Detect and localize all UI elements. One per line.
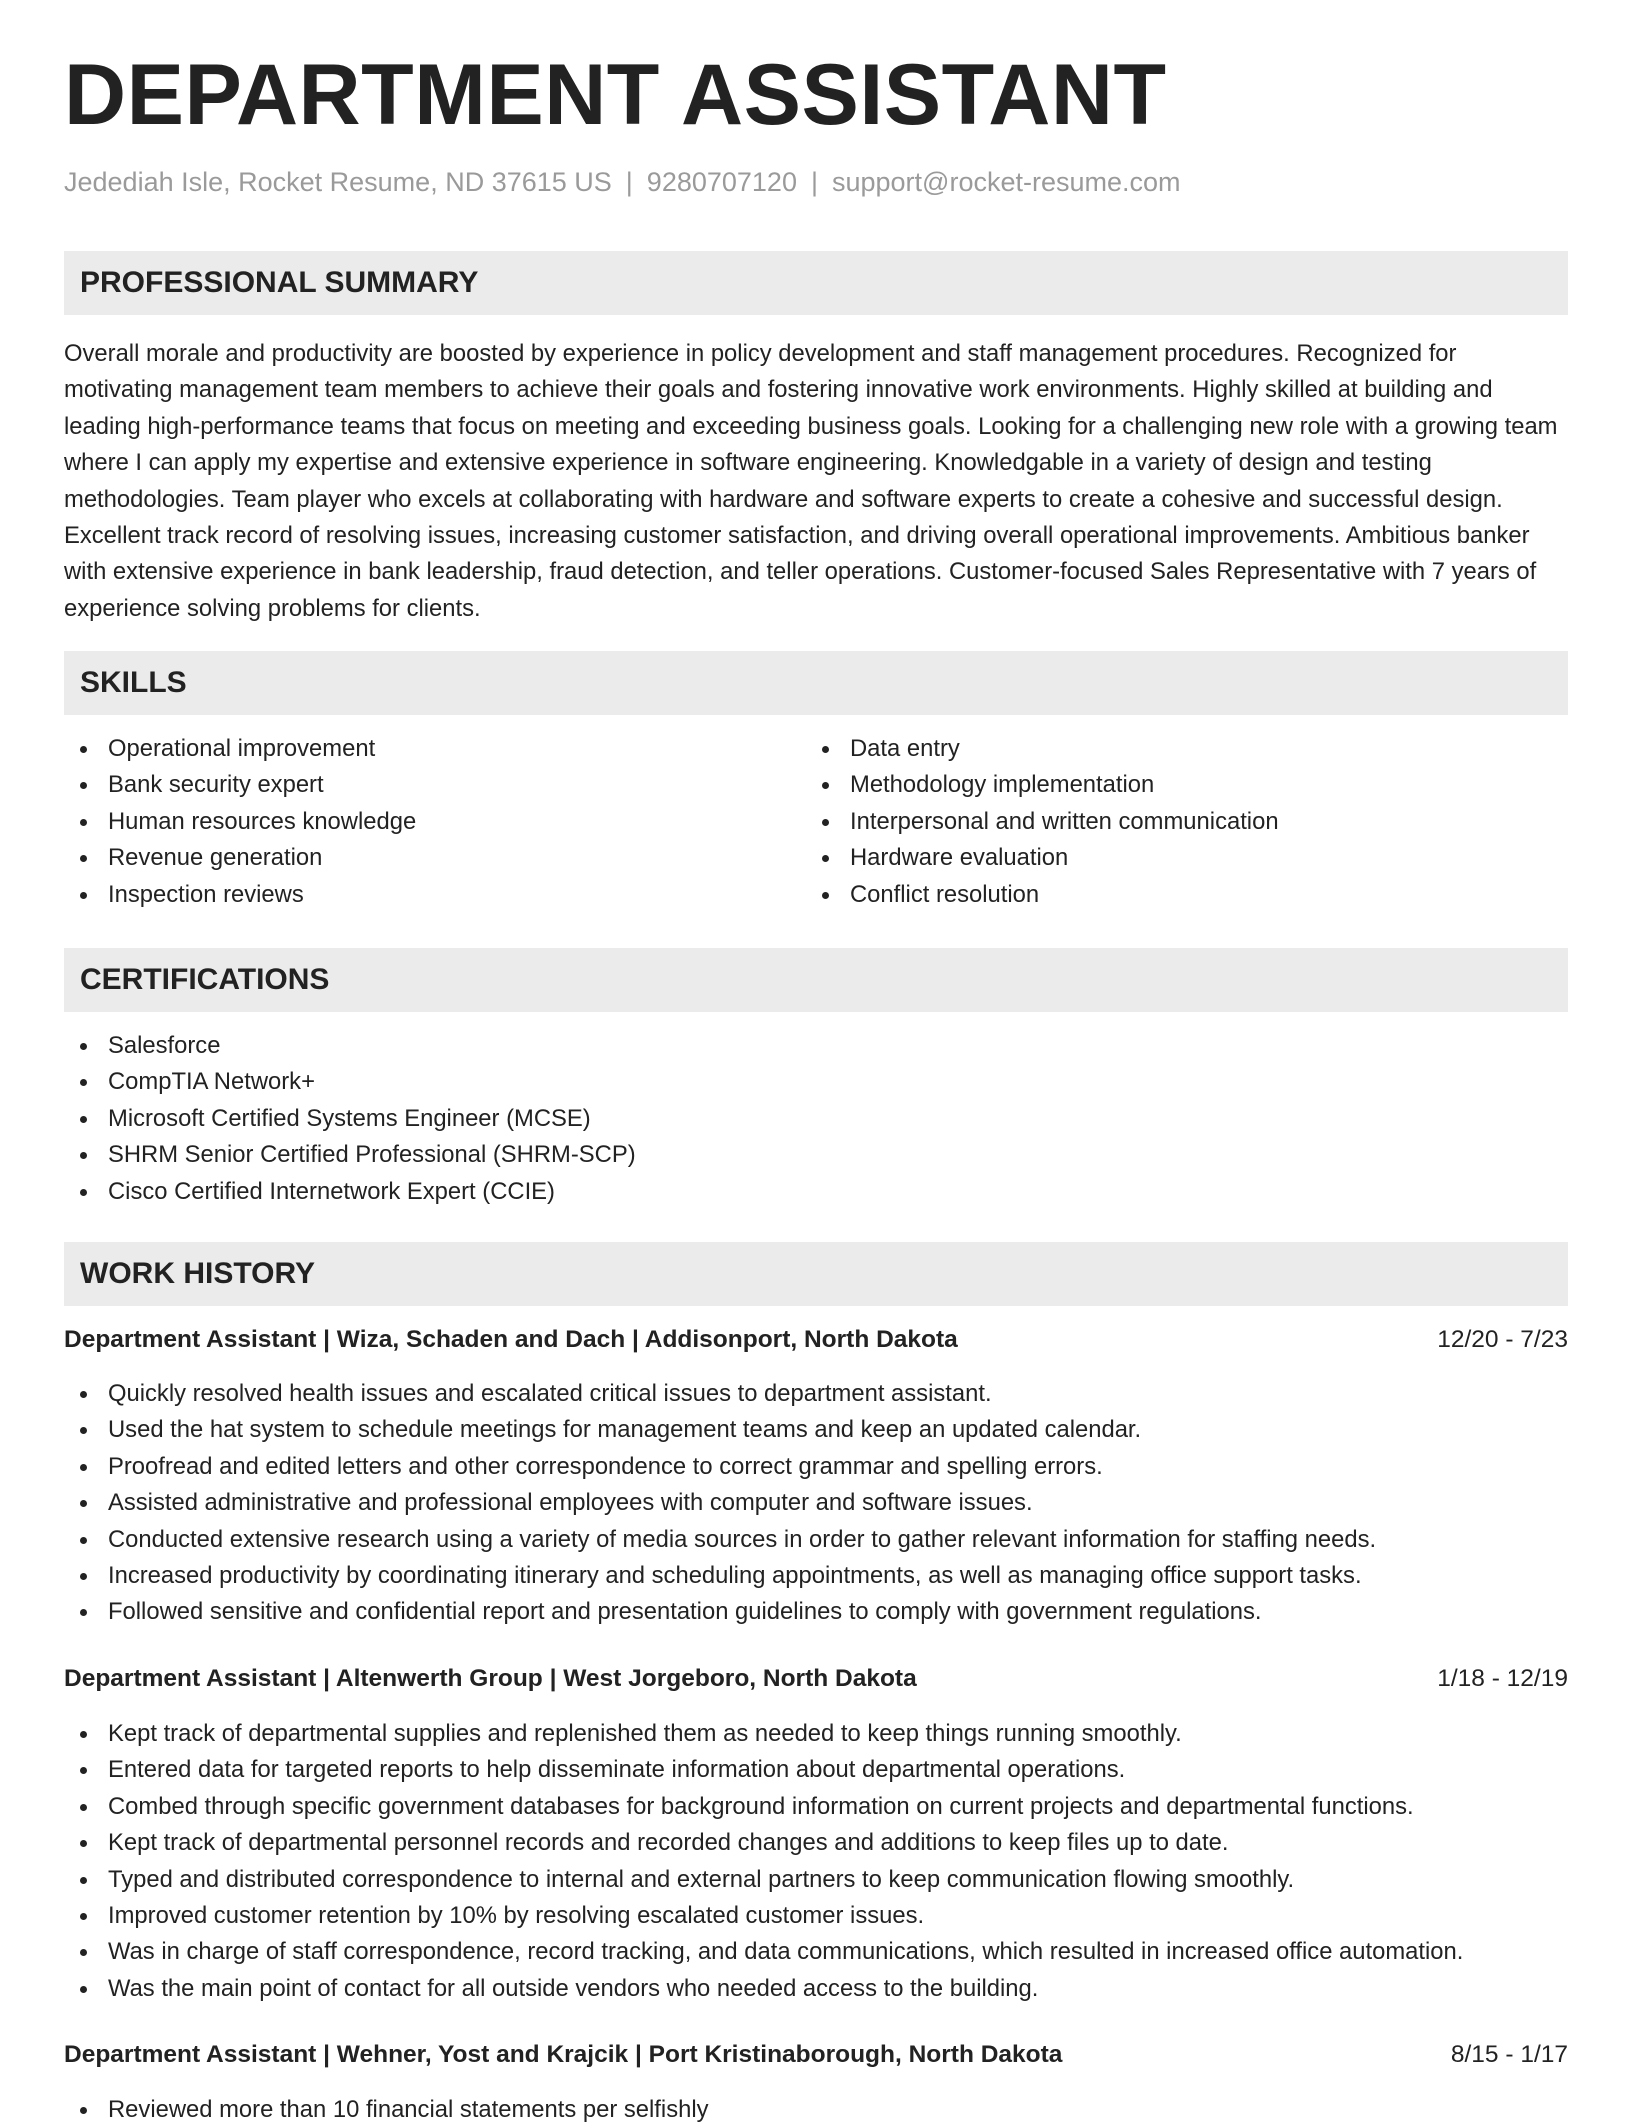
section-header-certifications: CERTIFICATIONS [64,948,1568,1012]
job-bullet: Typed and distributed correspondence to internal and external partners to keep communication flowing smoothly. [64,1862,1463,1898]
bullet-icon [80,1079,87,1086]
contact-separator: | [810,167,818,197]
job-title: Department Assistant | Wehner, Yost and Krajcik | Port Kristinaborough, North Dakota [64,2041,1063,2068]
bullet-icon [80,782,87,789]
skill-item: Human resources knowledge [64,804,416,840]
job-header [64,1326,1568,1354]
job-bullet: Quickly resolved health issues and escalated critical issues to department assistant. [64,1376,1376,1412]
job-bullet: Combed through specific government databases for background information on current projects and departmental functions. [64,1789,1463,1825]
contact-email: support@rocket-resume.com [831,167,1181,197]
bullet-icon [822,782,829,789]
bullet-icon [80,2107,87,2114]
skill-item: Inspection reviews [64,877,416,913]
skill-item: Conflict resolution [806,877,1279,913]
job-bullets [64,1376,1376,1631]
skill-item: Revenue generation [64,840,416,876]
bullet-icon [80,1043,87,1050]
certification-item: SHRM Senior Certified Professional (SHRM-SCP) [64,1137,636,1173]
section-header-work-history: WORK HISTORY [64,1242,1568,1306]
bullet-icon [80,1152,87,1159]
job-bullets [64,1716,1463,2007]
bullet-icon [80,1877,87,1884]
job-bullet: Entered data for targeted reports to help disseminate information about departmental operations. [64,1752,1463,1788]
bullet-icon [80,1986,87,1993]
section-header-summary: PROFESSIONAL SUMMARY [64,251,1568,315]
job-dates: 8/15 - 1/17 [1450,2041,1568,2068]
certification-item: CompTIA Network+ [64,1064,636,1100]
skill-item: Methodology implementation [806,767,1279,803]
certification-item: Microsoft Certified Systems Engineer (MCSE) [64,1101,636,1137]
contact-address: Jedediah Isle, Rocket Resume, ND 37615 US [64,167,612,197]
job-title: Department Assistant | Altenwerth Group | West Jorgeboro, North Dakota [64,1665,917,1692]
contact-separator: | [625,167,633,197]
skill-item: Data entry [806,731,1279,767]
job-dates: 1/18 - 12/19 [1437,1665,1568,1692]
job-title: Department Assistant | Wiza, Schaden and Dach | Addisonport, North Dakota [64,1326,958,1353]
contact-line [64,167,1181,198]
job-bullet: Was the main point of contact for all outside vendors who needed access to the building. [64,1971,1463,2007]
skill-item: Operational improvement [64,731,416,767]
bullet-icon [822,746,829,753]
bullet-icon [80,1731,87,1738]
job-bullet: Was in charge of staff correspondence, record tracking, and data communications, which resulted in increased office automation. [64,1934,1463,1970]
job-bullet: Reviewed more than 10 financial statements per selfishly [64,2092,709,2128]
job-bullet: Increased productivity by coordinating itinerary and scheduling appointments, as well as managing office support tasks. [64,1558,1376,1594]
job-bullet: Followed sensitive and confidential report and presentation guidelines to comply with government regulations. [64,1594,1376,1630]
job-bullet: Proofread and edited letters and other correspondence to correct grammar and spelling errors. [64,1449,1376,1485]
bullet-icon [80,1464,87,1471]
skills-list-left [64,731,416,913]
skill-item: Bank security expert [64,767,416,803]
bullet-icon [80,1391,87,1398]
bullet-icon [80,1609,87,1616]
bullet-icon [80,1840,87,1847]
bullet-icon [822,855,829,862]
job-bullet: Used the hat system to schedule meetings for management teams and keep an updated calendar. [64,1412,1376,1448]
job-bullet: Assisted administrative and professional employees with computer and software issues. [64,1485,1376,1521]
bullet-icon [80,1116,87,1123]
section-header-skills: SKILLS [64,651,1568,715]
bullet-icon [80,1913,87,1920]
job-bullet: Improved customer retention by 10% by resolving escalated customer issues. [64,1898,1463,1934]
job-dates: 12/20 - 7/23 [1437,1326,1568,1353]
bullet-icon [80,1949,87,1956]
bullet-icon [80,1804,87,1811]
bullet-icon [80,1767,87,1774]
bullet-icon [80,1427,87,1434]
bullet-icon [80,1537,87,1544]
job-bullet: Kept track of departmental supplies and replenished them as needed to keep things running smoothly. [64,1716,1463,1752]
skill-item: Hardware evaluation [806,840,1279,876]
certifications-list [64,1028,636,1210]
bullet-icon [80,1189,87,1196]
bullet-icon [822,819,829,826]
bullet-icon [80,1500,87,1507]
bullet-icon [80,892,87,899]
skills-list-right [806,731,1279,913]
skill-item: Interpersonal and written communication [806,804,1279,840]
certification-item: Cisco Certified Internetwork Expert (CCIE) [64,1174,636,1210]
bullet-icon [80,1573,87,1580]
contact-phone: 9280707120 [646,167,797,197]
bullet-icon [80,746,87,753]
job-bullets [64,2092,709,2128]
certification-item: Salesforce [64,1028,636,1064]
job-bullet: Kept track of departmental personnel records and recorded changes and additions to keep files up to date. [64,1825,1463,1861]
job-bullet: Conducted extensive research using a variety of media sources in order to gather relevant information for staffing needs. [64,1522,1376,1558]
job-header [64,2041,1568,2069]
resume-title: DEPARTMENT ASSISTANT [64,47,1167,143]
bullet-icon [80,819,87,826]
job-header [64,1665,1568,1693]
summary-text: Overall morale and productivity are boosted by experience in policy development and staff management procedures. Recognized for motivating management team members to achieve their goals and fostering innovative work environments. Highly skilled at building and leading high-performance teams that focus on meeting and exceeding business goals. Looking for a challenging new role with a growing team where I can apply my expertise and extensive experience in software engineering. Knowledgable in a variety of design and testing methodologies. Team player who excels at collaborating with hardware and software experts to create a cohesive and successful design. Excellent track record of resolving issues, increasing customer satisfaction, and driving overall operational improvements. Ambitious banker with extensive experience in bank leadership, fraud detection, and teller operations. Customer-focused Sales Representative with 7 years of experience solving problems for clients. [64,340,1558,622]
bullet-icon [80,855,87,862]
bullet-icon [822,892,829,899]
